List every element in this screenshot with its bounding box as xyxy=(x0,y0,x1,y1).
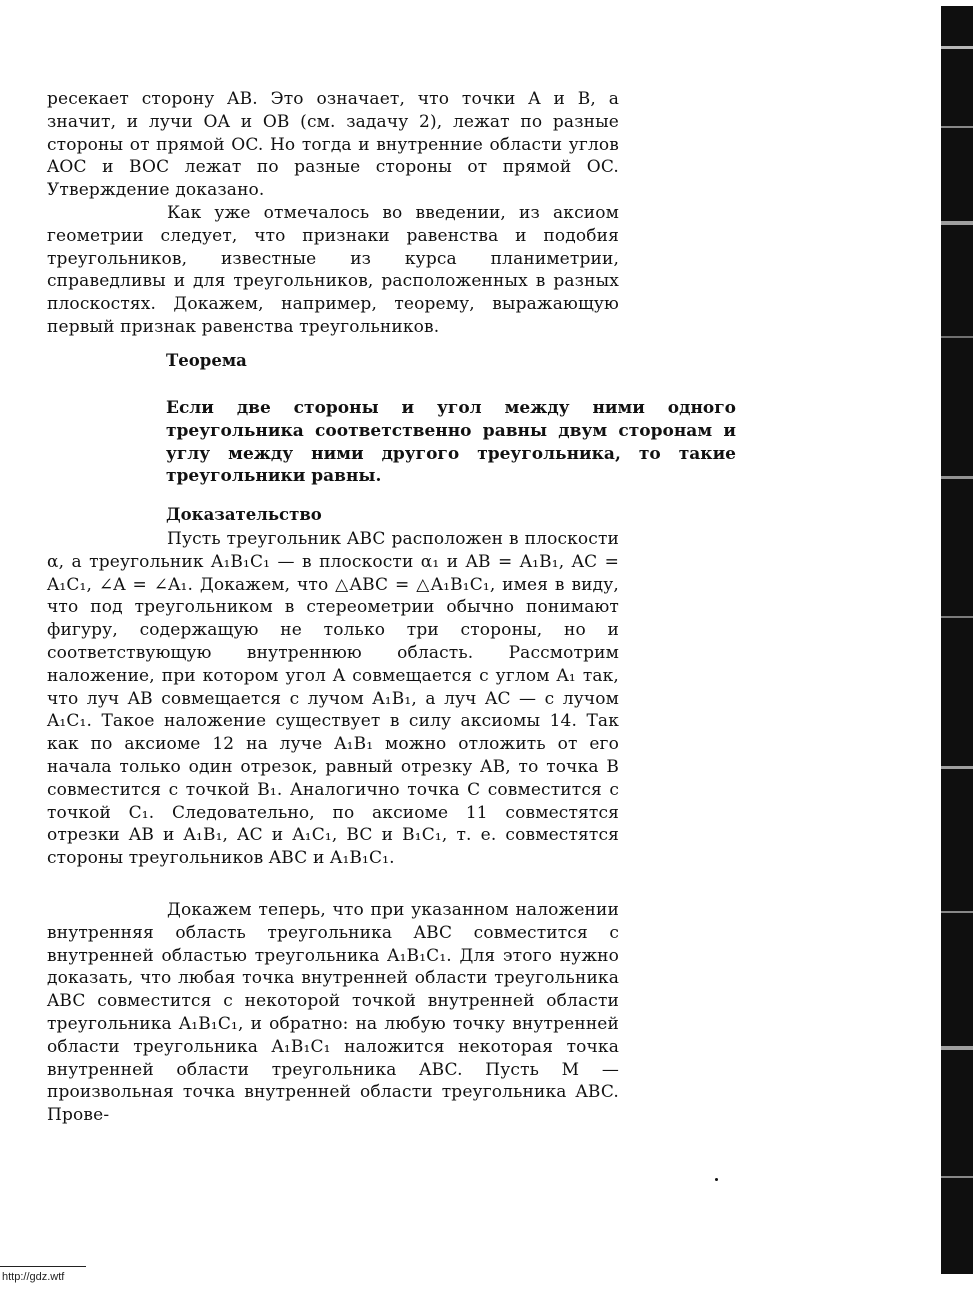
footer-rule xyxy=(0,1266,86,1267)
watermark-link[interactable]: http://gdz.wtf xyxy=(2,1271,65,1283)
theorem-statement: Если две стороны и угол между ними одного треугольника соответственно равны двум сторонам и углу между ними другого треугольника, то такие треугольники равны. xyxy=(166,398,736,487)
proof-heading: Доказательство xyxy=(166,505,322,524)
theorem-heading: Теорема xyxy=(166,351,247,370)
paragraph-2: Как уже отмечалось во введении, из аксиом геометрии следует, что признаки равенства и подобия треугольников, известные из курса планиметрии, справедливы и для треугольников, расположенных в разных плоскостях. Докажем, например, теорему, выражающую первый признак равенства треугольников. xyxy=(47,203,619,337)
paragraph-1: ресекает сторону AB. Это означает, что точки A и B, а значит, и лучи OA и OB (см. задачу 2), лежат по разные стороны от прямой OC. Но тогда и внутренние области углов AOC и BOC лежат по разные стороны от прямой OC. Утверждение доказано. xyxy=(47,89,619,201)
paragraph-3: Пусть треугольник ABC расположен в плоскости α, а треугольник A₁B₁C₁ — в плоскости α₁ и AB = A₁B₁, AC = A₁C₁, ∠A = ∠A₁. Докажем, что △ABC = △A₁B₁C₁, имея в виду, что под треугольником в стереометрии обычно понимают фигуру, содержащую не только три стороны, но и соответствующую внутреннюю область. Рассмотрим наложение, при котором угол A совмещается с углом A₁ так, что луч AB совмещается с лучом A₁B₁, а луч AC — с лучом A₁C₁. Такое наложение существует в силу аксиомы 14. Так как по аксиоме 12 на луче A₁B₁ можно отложить от его начала только один отрезок, равный отрезку AB, то точка B совместится с точкой B₁. Аналогично точка C совместится с точкой C₁. Следовательно, по аксиоме 11 совместятся отрезки AB и A₁B₁, AC и A₁C₁, BC и B₁C₁, т. е. совместятся стороны треугольников ABC и A₁B₁C₁. xyxy=(47,529,619,869)
scan-edge-shadow xyxy=(941,6,973,1274)
paragraph-4: Докажем теперь, что при указанном наложении внутренняя область треугольника ABC совместится с внутренней областью треугольника A₁B₁C₁. Для этого нужно доказать, что любая точка внутренней области треугольника ABC совместится с некоторой точкой внутренней области треугольника A₁B₁C₁, и обратно: на любую точку внутренней области треугольника A₁B₁C₁ наложится некоторая точка внутренней области треугольника ABC. Пусть M — произвольная точка внутренней области треугольника ABC. Прове- xyxy=(47,900,619,1126)
scan-speck xyxy=(715,1178,718,1181)
